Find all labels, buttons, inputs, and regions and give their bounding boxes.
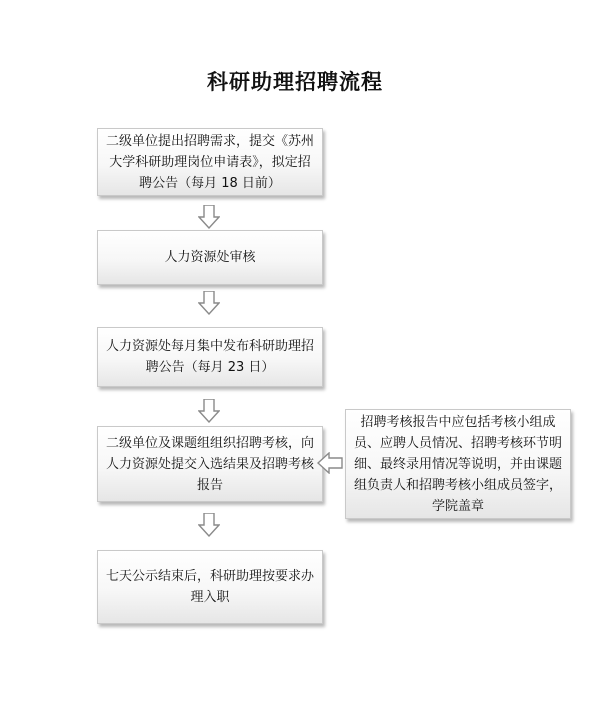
left-arrow-icon [317, 452, 343, 474]
down-arrow-icon [198, 291, 220, 315]
step-text-3: 人力资源处每月集中发布科研助理招聘公告（每月 23 日） [105, 339, 314, 375]
step-text-5: 七天公示结束后，科研助理按要求办理入职 [105, 569, 314, 605]
down-arrow-icon [198, 399, 220, 423]
flowchart-title: 科研助理招聘流程 [207, 70, 383, 94]
down-arrow-icon [198, 513, 220, 537]
step-box-2 [97, 230, 323, 285]
step-text-1: 二级单位提出招聘需求，提交《苏州大学科研助理岗位申请表》，拟定招聘公告（每月 18 日前） [105, 133, 314, 191]
note-text: 招聘考核报告中应包括考核小组成员、应聘人员情况、招聘考核环节明细、最终录用情况等说明，并由课题组负责人和招聘考核小组成员签字，学院盖章 [353, 414, 562, 514]
down-arrow-icon [198, 205, 220, 229]
note-box [345, 409, 571, 519]
step-box-4 [97, 426, 323, 502]
step-box-5 [97, 550, 323, 624]
step-box-1 [97, 128, 323, 196]
step-box-3 [97, 327, 323, 387]
step-text-2: 人力资源处审核 [164, 250, 256, 265]
step-text-4: 二级单位及课题组组织招聘考核，向人力资源处提交入选结果及招聘考核报告 [105, 435, 314, 493]
